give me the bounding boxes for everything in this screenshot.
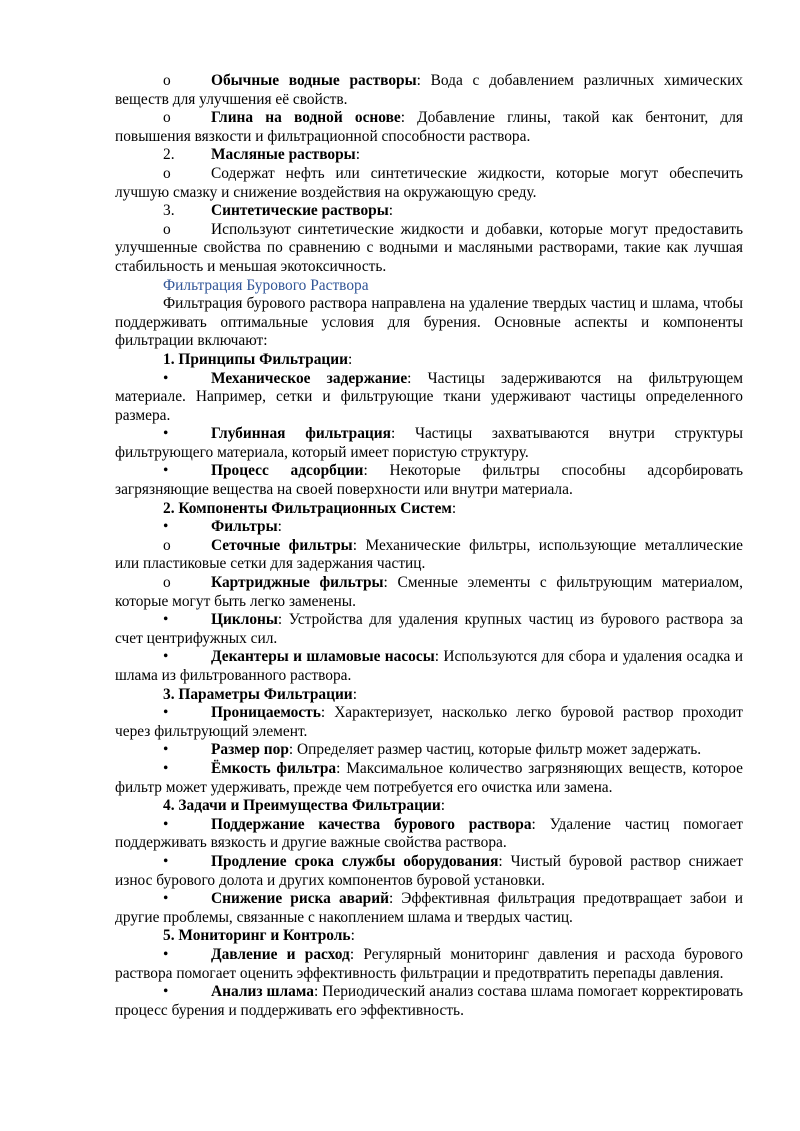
list-item-term: Масляные растворы bbox=[211, 146, 356, 164]
section-heading: Фильтрация Бурового Раствора bbox=[163, 276, 369, 294]
bullet-marker: • bbox=[163, 852, 169, 870]
list-item-term: Фильтры bbox=[211, 518, 278, 536]
list-item-text: : Вода с добавлением различных химических веществ для улучшения её свойств. bbox=[115, 72, 744, 108]
list-item-text: : Определяет размер частиц, которые фильтр может задержать. bbox=[288, 741, 702, 759]
list-item bbox=[115, 741, 743, 760]
list-item-term: Размер пор bbox=[211, 741, 289, 759]
list-item-text: : Сменные элементы с фильтрующим материалом, которые могут быть легко заменены. bbox=[115, 574, 743, 610]
list-item bbox=[115, 221, 743, 277]
list-item bbox=[115, 983, 743, 1020]
subsection-title-suffix: : bbox=[350, 927, 355, 945]
bullet-marker: • bbox=[163, 815, 169, 833]
list-item bbox=[115, 462, 743, 499]
list-item-term: Поддержание качества бурового раствора bbox=[211, 815, 532, 833]
list-item-text: : Механические фильтры, использующие металлические или пластиковые сетки для задержания частиц. bbox=[115, 536, 744, 573]
list-item bbox=[115, 946, 743, 983]
list-item bbox=[115, 574, 743, 611]
subsection-title-text: 2. Компоненты Фильтрационных Систем bbox=[163, 499, 452, 517]
body-paragraph: Фильтрация бурового раствора направлена на удаление твердых частиц и шлама, чтобы поддерживать оптимальные условия для бурения. Основные аспекты и компоненты фильтрации включают: bbox=[115, 295, 743, 350]
list-item-text: : Регулярный мониторинг давления и расхода бурового раствора помогает оценить эффективность фильтрации и предотвратить перепады давления. bbox=[115, 945, 743, 982]
list-item-term: Снижение риска аварий bbox=[211, 890, 389, 908]
list-item-term: Синтетические растворы bbox=[211, 202, 389, 220]
list-item-text: : Частицы захватываются внутри структуры фильтрующего материала, который имеет пористую структуру. bbox=[115, 425, 743, 461]
list-item-term: Обычные водные растворы bbox=[211, 72, 417, 89]
subsection-title bbox=[115, 500, 743, 519]
list-item bbox=[115, 425, 743, 462]
sub-bullet-marker: o bbox=[163, 220, 171, 238]
list-item-term: Продление срока службы оборудования bbox=[211, 852, 499, 870]
sub-bullet-marker: o bbox=[163, 574, 171, 592]
list-item-text: : Удаление частиц помогает поддерживать вязкость и другие важные свойства раствора. bbox=[115, 815, 743, 852]
list-item-term: Механическое задержание bbox=[211, 369, 408, 387]
list-item bbox=[115, 165, 743, 202]
list-item-term: Ёмкость фильтра bbox=[211, 759, 337, 777]
list-item-text: : Используются для сбора и удаления осадка и шлама из фильтрованного раствора. bbox=[115, 648, 743, 684]
list-item-term: Глина на водной основе bbox=[211, 109, 401, 127]
list-item-term: Анализ шлама bbox=[211, 983, 314, 1001]
bullet-marker: • bbox=[163, 741, 169, 759]
document-body bbox=[115, 72, 743, 1020]
list-item-term: Сеточные фильтры bbox=[211, 536, 353, 554]
list-item-text: : bbox=[277, 518, 282, 536]
list-item bbox=[115, 648, 743, 685]
list-item-text: : bbox=[388, 202, 394, 220]
subsection-title-suffix: : bbox=[352, 685, 357, 703]
subsection-title-text: 1. Принципы Фильтрации bbox=[163, 350, 349, 368]
list-item bbox=[115, 704, 743, 741]
sub-bullet-marker: o bbox=[163, 109, 171, 127]
list-item-text: : Добавление глины, такой как бентонит, для повышения вязкости и фильтрационной способности раствора. bbox=[115, 109, 743, 145]
subsection-title bbox=[115, 927, 743, 946]
list-item-text: : Частицы задерживаются на фильтрующем материале. Например, сетки и фильтрующие ткани удерживают частицы определенного размера. bbox=[115, 369, 743, 424]
bullet-marker: • bbox=[163, 369, 169, 387]
list-item bbox=[115, 816, 743, 853]
list-item bbox=[115, 202, 743, 221]
subsection-title-suffix: : bbox=[451, 499, 457, 517]
list-item bbox=[115, 72, 743, 109]
list-item bbox=[115, 370, 743, 426]
bullet-marker: • bbox=[163, 890, 169, 908]
bullet-marker: • bbox=[163, 611, 169, 629]
list-item-text: : Эффективная фильтрация предотвращает забои и другие проблемы, связанные с накоплением шлама и твердых частиц. bbox=[115, 890, 743, 926]
list-item-term: Циклоны bbox=[211, 611, 278, 629]
list-item-text: : Характеризует, насколько легко буровой раствор проходит через фильтрующий элемент. bbox=[115, 704, 743, 740]
bullet-marker: • bbox=[163, 648, 169, 666]
list-item-text: : Устройства для удаления крупных частиц из бурового раствора за счет центрифужных сил. bbox=[115, 611, 743, 647]
bullet-marker: • bbox=[163, 518, 169, 536]
list-item bbox=[115, 853, 743, 890]
bullet-marker: • bbox=[163, 425, 169, 443]
list-item-text: : bbox=[355, 146, 360, 164]
subsection-title-text: 3. Параметры Фильтрации bbox=[163, 685, 353, 703]
list-item-text: Используют синтетические жидкости и добавки, которые могут предоставить улучшенные свойства по сравнению с водными и масляными растворами, такие как лучшая стабильность и меньшая экотоксичность. bbox=[115, 220, 743, 275]
subsection-title bbox=[115, 686, 743, 705]
list-item bbox=[115, 611, 743, 648]
subsection-title-suffix: : bbox=[348, 350, 353, 368]
bullet-marker: • bbox=[163, 759, 169, 777]
list-item-text: : Максимальное количество загрязняющих веществ, которое фильтр может удерживать, прежде чем потребуется его очистка или замена. bbox=[115, 759, 743, 796]
list-item-term: Процесс адсорбции bbox=[211, 462, 364, 480]
list-item bbox=[115, 518, 743, 537]
list-item-term: Декантеры и шламовые насосы bbox=[211, 648, 435, 666]
list-item bbox=[115, 760, 743, 797]
subsection-title-text: 4. Задачи и Преимущества Фильтрации bbox=[163, 797, 441, 815]
list-item-term: Картриджные фильтры bbox=[211, 574, 384, 592]
bullet-marker: • bbox=[163, 945, 169, 963]
list-item-term: Давление и расход bbox=[211, 945, 350, 963]
list-item-text: : Периодический анализ состава шлама помогает корректировать процесс бурения и поддерживать его эффективность. bbox=[115, 983, 743, 1019]
subsection-title-suffix: : bbox=[440, 797, 446, 815]
subsection-title bbox=[115, 351, 743, 370]
subsection-title bbox=[115, 797, 743, 816]
number-marker: 3. bbox=[163, 202, 175, 220]
list-item bbox=[115, 890, 743, 927]
bullet-marker: • bbox=[163, 704, 169, 722]
list-item-text: Содержат нефть или синтетические жидкости, которые могут обеспечить лучшую смазку и снижение воздействия на окружающую среду. bbox=[115, 164, 743, 201]
list-item bbox=[115, 537, 743, 574]
sub-bullet-marker: o bbox=[163, 164, 171, 182]
list-item bbox=[115, 109, 743, 146]
bullet-marker: • bbox=[163, 462, 169, 480]
list-item-text: : Чистый буровой раствор снижает износ бурового долота и других компонентов буровой установки. bbox=[115, 852, 743, 889]
list-item-term: Глубинная фильтрация bbox=[211, 425, 391, 443]
number-marker: 2. bbox=[163, 146, 175, 164]
list-item bbox=[115, 146, 743, 165]
list-item-text: : Некоторые фильтры способны адсорбировать загрязняющие вещества на своей поверхности или внутри материала. bbox=[115, 462, 743, 499]
list-item-term: Проницаемость bbox=[211, 704, 321, 722]
subsection-title-text: 5. Мониторинг и Контроль bbox=[163, 927, 351, 945]
bullet-marker: • bbox=[163, 983, 169, 1001]
sub-bullet-marker: o bbox=[163, 536, 171, 554]
sub-bullet-marker: o bbox=[163, 72, 171, 89]
